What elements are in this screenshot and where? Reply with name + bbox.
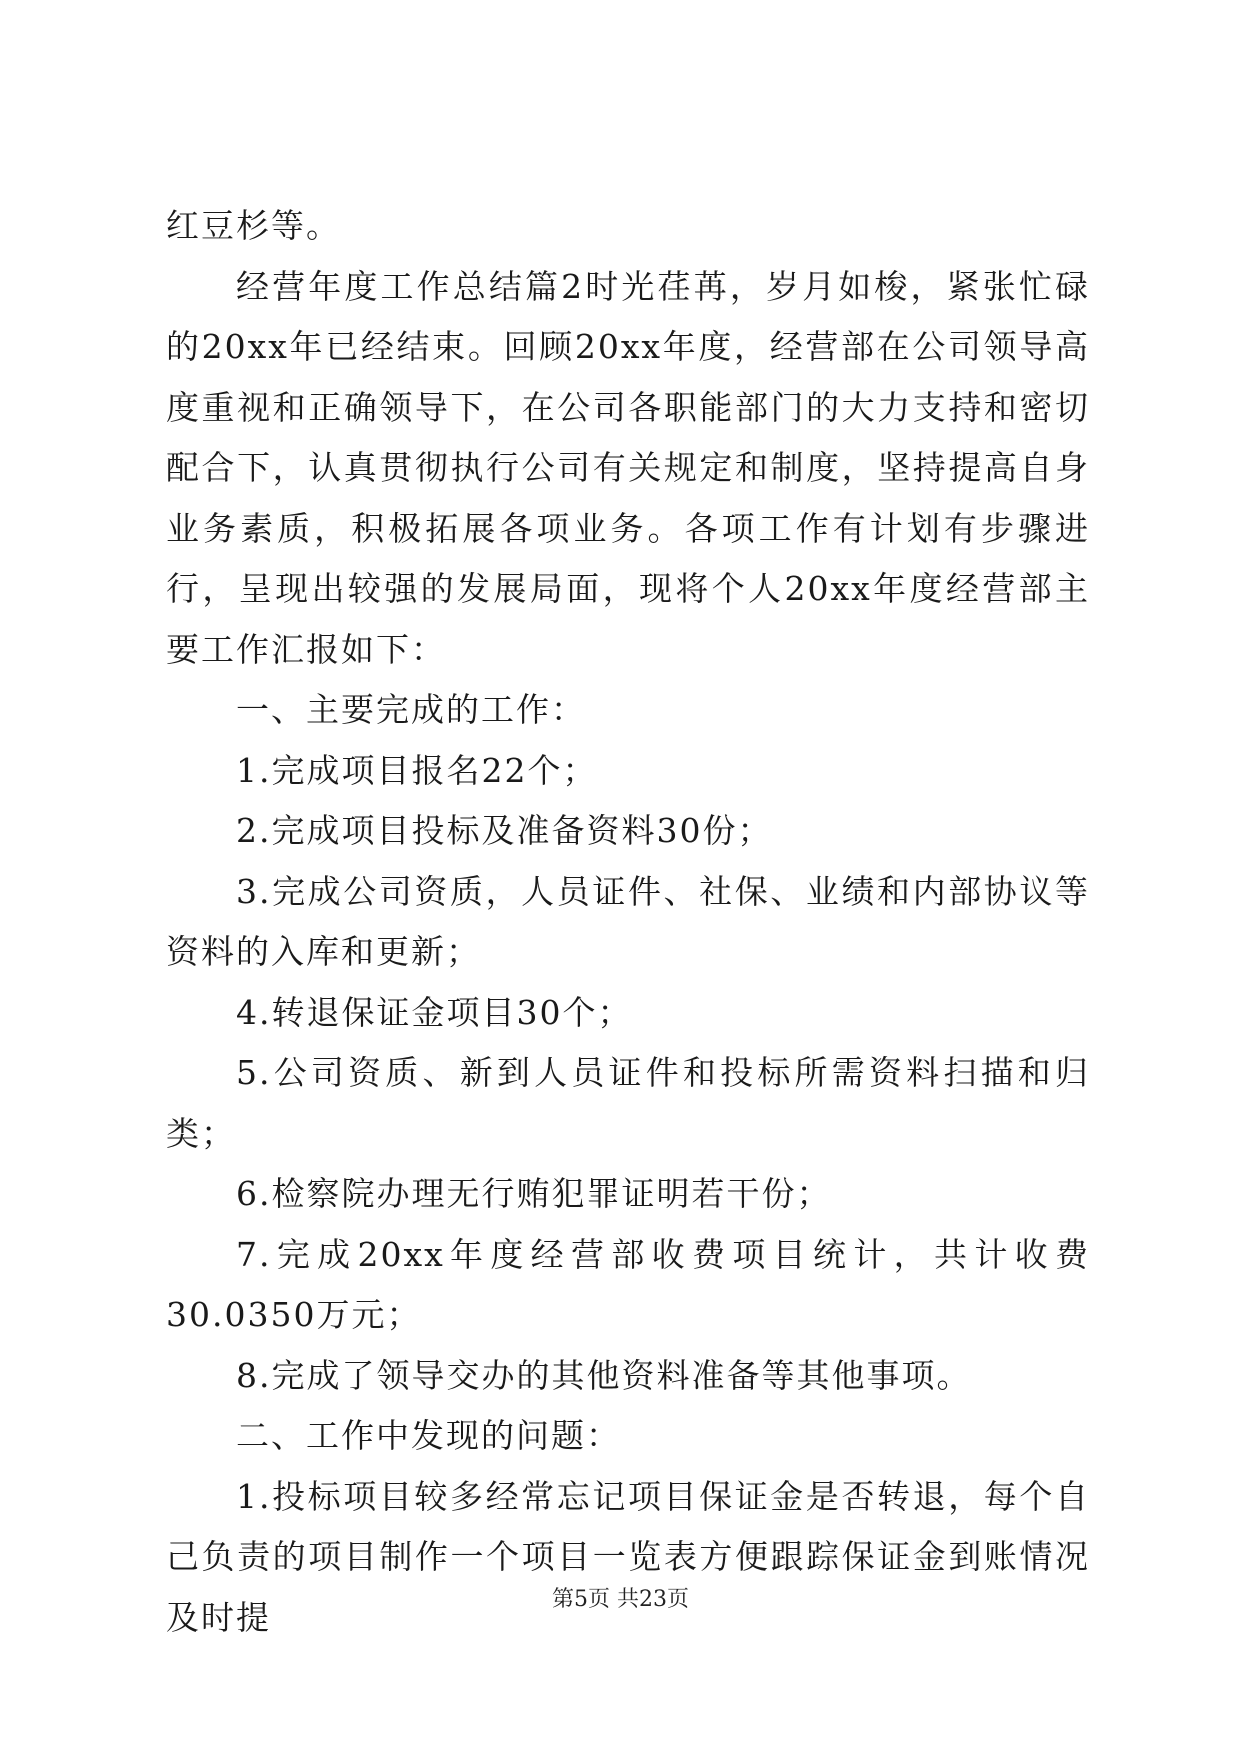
section-heading-completed-work: 一、主要完成的工作： (236, 690, 586, 729)
list-item: 6.检察院办理无行贿犯罪证明若干份； (236, 1174, 832, 1213)
list-item: 7.完成20xx年度经营部收费项目统计，共计收费30.0350万元； (166, 1234, 1090, 1334)
list-item: 3.完成公司资质，人员证件、社保、业绩和内部协议等资料的入库和更新； (166, 871, 1090, 971)
paragraph-summary-intro: 经营年度工作总结篇2时光荏苒，岁月如梭，紧张忙碌的20xx年已经结束。回顾20xx年度，经营部在公司领导高度重视和正确领导下，在公司各职能部门的大力支持和密切配合下，认真贯彻执行公司有关规定和制度，坚持提高自身业务素质，积极拓展各项业务。各项工作有计划有步骤进行，呈现出较强的发展局面，现将个人20xx年度经营部主要工作汇报如下： (166, 266, 1090, 669)
list-item: 1.投标项目较多经常忘记项目保证金是否转退，每个自己负责的项目制作一个项目一览表方便跟踪保证金到账情况及时提 (166, 1476, 1090, 1637)
list-item: 2.完成项目投标及准备资料30份； (236, 811, 773, 850)
list-item: 8.完成了领导交办的其他资料准备等其他事项。 (236, 1355, 972, 1395)
page-number-footer: 第5页 共23页 (552, 1587, 689, 1612)
list-item: 4.转退保证金项目30个； (236, 992, 633, 1032)
document-body (166, 196, 1090, 1648)
paragraph-continuation: 红豆杉等。 (166, 206, 341, 245)
section-heading-problems: 二、工作中发现的问题： (236, 1416, 621, 1455)
list-item: 5.公司资质、新到人员证件和投标所需资料扫描和归类； (166, 1053, 1090, 1153)
list-item: 1.完成项目报名22个； (236, 750, 598, 790)
